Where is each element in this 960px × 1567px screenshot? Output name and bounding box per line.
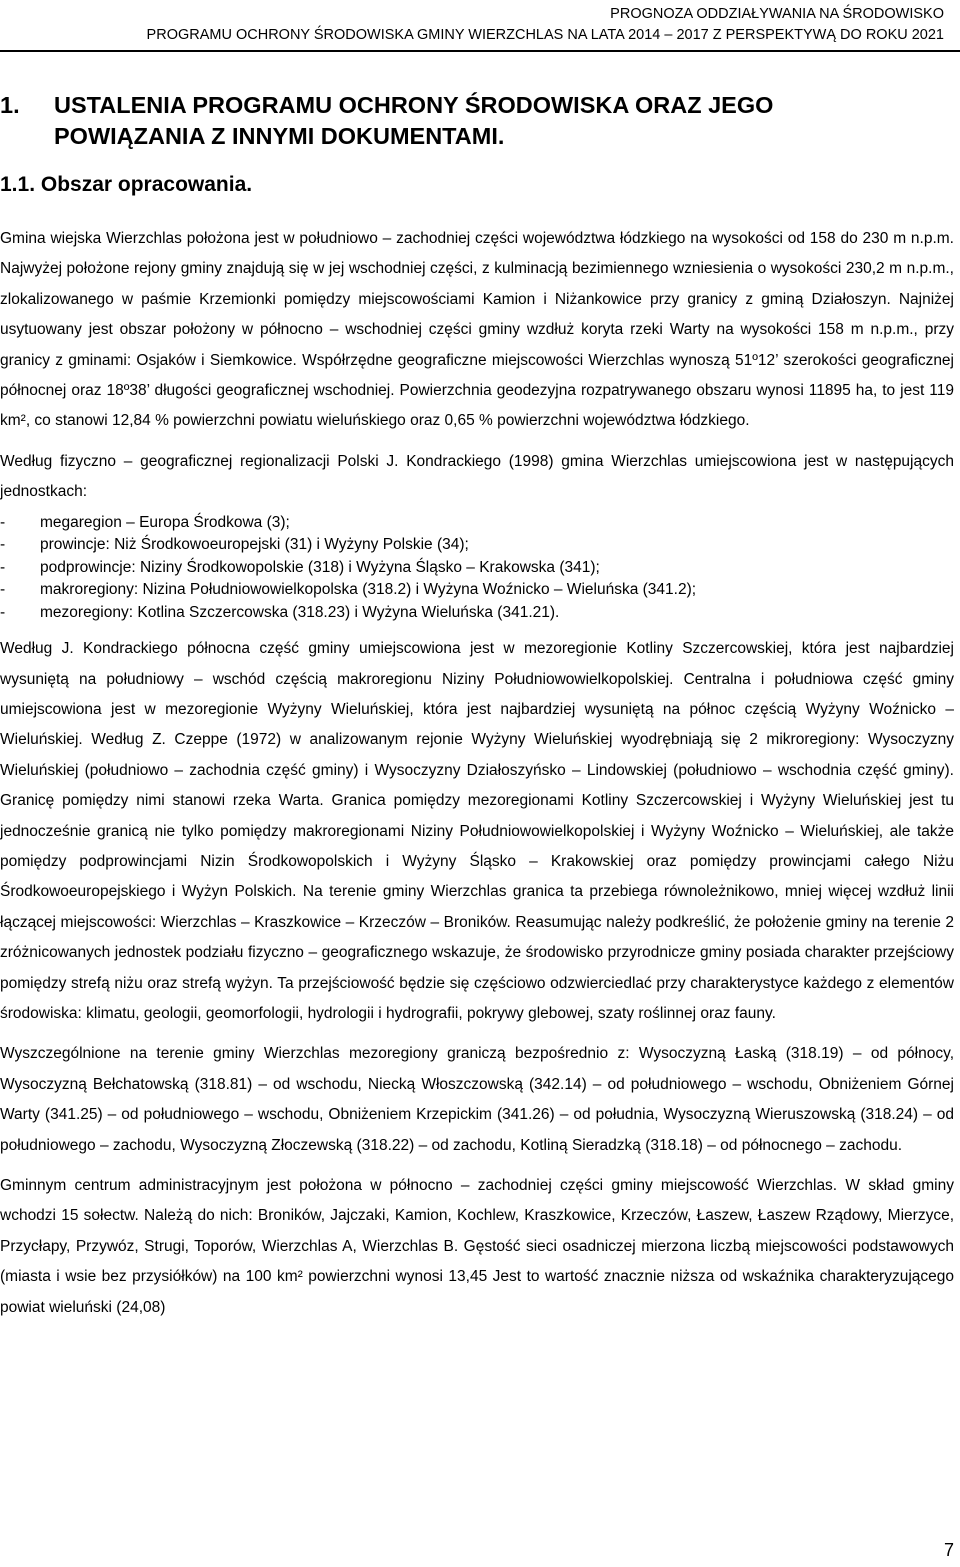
list-item: - makroregiony: Nizina Południowowielkopolska (318.2) i Wyżyna Woźnicko – Wieluńska (341.2); (0, 581, 697, 599)
paragraph-administration: Gminnym centrum administracyjnym jest położona w północno – zachodniej części gminy miejscowość Wierzchlas. W skład gminy wchodzi 15 sołectw. Należą do nich: Broników, Jajczaki, Kamion, Kochlew, Kraszkowice, Krzeczów, Łaszew, Łaszew Rządowy, Mierzyce, Przycłapy, Przywóz, Strugi, Toporów, Wierzchlas A, Wierzchlas B. Gęstość sieci osadniczej mierzona liczbą miejscowości podstawowych (miasta i wsie bez przysiółków) na 100 km² powierzchni wynosi 13,45 Jest to wartość znacznie niższa od wskaźnika charakteryzującego powiat wieluński (24,08) (0, 1177, 954, 1316)
section-title-line-2: POWIĄZANIA Z INNYMI DOKUMENTAMI. (54, 123, 505, 149)
paragraph-location: Gmina wiejska Wierzchlas położona jest w południowo – zachodniej części województwa łódzkiego na wysokości od 158 do 230 m n.p.m. Najwyżej położone rejony gminy znajdują się w jej wschodniej części, z kulminacją bezimiennego wzniesienia o wysokości 230,2 m n.p.m., zlokalizowanego w paśmie Krzemionki pomiędzy miejscowościami Kamion i Niżankowice przy granicy z gminą Działoszyn. Najniżej usytuowany jest obszar położony w północno – wschodniej części gminy wzdłuż koryta rzeki Warty na wysokości 158 m n.p.m., przy granicy z gminami: Osjaków i Siemkowice. Współrzędne geograficzne miejscowości Wierzchlas wynoszą 51º12’ szerokości geograficznej północnej oraz 18º38’ długości geograficznej wschodniej. Powierzchnia geodezyjna rozpatrywanego obszaru wynosi 11895 ha, to jest 119 km², co stanowi 12,84 % powierzchni powiatu wieluńskiego oraz 0,65 % powierzchni województwa łódzkiego. (0, 230, 954, 430)
page-number: 7 (943, 1540, 954, 1560)
header-rule (0, 50, 960, 52)
header-line-1: PROGNOZA ODDZIAŁYWANIA NA ŚRODOWISKO (610, 6, 944, 22)
list-item: - mezoregiony: Kotlina Szczercowska (318.23) i Wyżyna Wieluńska (341.21). (0, 603, 560, 621)
header-line-2: PROGRAMU OCHRONY ŚRODOWISKA GMINY WIERZCHLAS NA LATA 2014 – 2017 Z PERSPEKTYWĄ DO ROKU 2021 (146, 27, 944, 43)
section-title-line-1: USTALENIA PROGRAMU OCHRONY ŚRODOWISKA ORAZ JEGO (54, 92, 774, 118)
paragraph-mesoregions: Według J. Kondrackiego północna część gminy umiejscowiona jest w mezoregionie Kotliny Szczercowskiej, która jest najbardziej wysuniętą na południowy – wschód częścią makroregionu Niziny Południowowielkopolskiej. Centralna i południowa część gminy umiejscowiona jest w mezoregionie Wyżyny Wieluńskiej, która jest najbardziej wysuniętą na północ częścią Wyżyny Woźnicko – Wieluńskiej. Według Z. Czeppe (1972) w analizowanym rejonie Wyżyny Wieluńskiej wyodrębniają się 2 mikroregiony: Wysoczyzny Wieluńskiej (południowo – zachodnia część gminy) i Wysoczyzny Działoszyńsko – Lindowskiej (południowo – wschodnia część gminy). Granicę pomiędzy nimi stanowi rzeka Warta. Granica pomiędzy mezoregionami Kotliny Szczercowskiej i Wyżyny Wieluńskiej jest tu jednocześnie granicą nie tylko pomiędzy makroregionami Niziny Południowowielkopolskiej i Wyżyny Woźnicko – Wieluńskiej, ale także pomiędzy podprowincjami Nizin Środkowopolskich i Wyżyny Śląsko – Krakowskiej oraz pomiędzy prowincjami całego Niżu Środkowoeuropejskiego i Wyżyn Polskich. Na terenie gminy Wierzchlas granica ta przebiega równoleżnikowo, mniej więcej wzdłuż linii łączącej miejscowości: Wierzchlas – Kraszkowice – Krzeczów – Broników. Reasumując należy podkreślić, że położenie gminy na terenie 2 zróżnicowanych jednostek podziału fizyczno – geograficznego wskazuje, że środowisko przyrodnicze gminy posiada charakter przejściowy pomiędzy strefą niżu oraz strefą wyżyn. Ta przejściowość będzie się częściowo odzwierciedlać przy charakterystyce każdego z elementów środowiska: klimatu, geologii, geomorfologii, hydrologii i hydrografii, pokrywy glebowej, szaty roślinnej oraz fauny. (0, 640, 954, 1023)
running-header (4, 4, 944, 46)
list-item: - megaregion – Europa Środkowa (3); (0, 513, 290, 531)
paragraph-regionalization-intro: Według fizyczno – geograficznej regionalizacji Polski J. Kondrackiego (1998) gmina Wierzchlas umiejscowiona jest w następujących jednostkach: (0, 452, 954, 501)
regions-list (0, 512, 954, 625)
section-number: 1. (0, 92, 20, 118)
paragraph-neighbours: Wyszczególnione na terenie gminy Wierzchlas mezoregiony graniczą bezpośrednio z: Wysoczyzną Łaską (318.19) – od północy, Wysoczyzną Bełchatowską (318.81) – od wschodu, Niecką Włoszczowską (342.14) – od południowego – wschodu, Obniżeniem Górnej Warty (341.25) – od południowego – wschodu, Obniżeniem Krzepickim (341.26) – od południa, Wysoczyzną Wieruszowską (318.24) – od południowego – zachodu, Wysoczyzną Złoczewską (318.22) – od zachodu, Kotliną Sieradzką (318.18) – od północnego – zachodu. (0, 1045, 954, 1154)
section-heading (0, 90, 954, 152)
page-content (0, 90, 954, 1333)
list-item: - prowincje: Niż Środkowoeuropejski (31) i Wyżyny Polskie (34); (0, 536, 469, 554)
list-item: - podprowincje: Niziny Środkowopolskie (318) i Wyżyna Śląsko – Krakowska (341); (0, 558, 600, 576)
subsection-heading: 1.1. Obszar opracowania. (0, 173, 253, 196)
